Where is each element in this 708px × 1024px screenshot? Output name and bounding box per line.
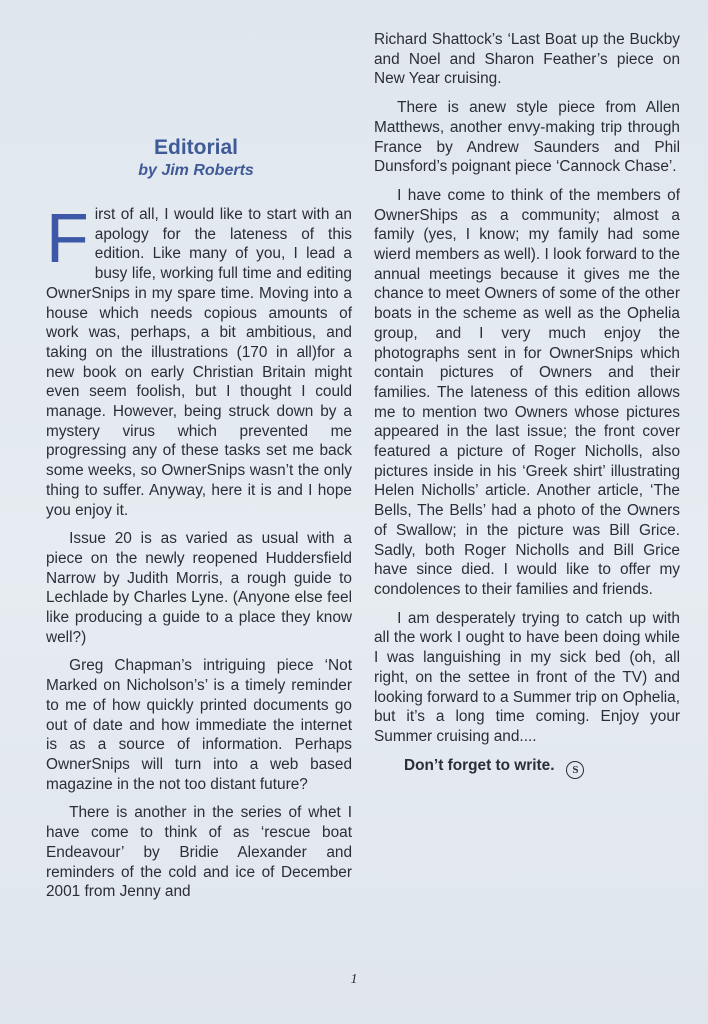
paragraph-continued: Richard Shattock’s ‘Last Boat up the Buckby and Noel and Sharon Feather’s piece on New Year cruising. <box>374 31 680 88</box>
paragraph-greg-chapman: Greg Chapman’s intriguing piece ‘Not Marked on Nicholson’s’ is a timely reminder to me of how quickly printed documents go out of date and how immediate the internet is as a source of information. Perhaps OwnerSnips will turn into a web based magazine in the not too distant future? <box>46 657 352 793</box>
paragraph-catch-up: I am desperately trying to catch up with all the work I ought to have been doing while I was languishing in my sick bed (oh, all right, on the settee in front of the TV) and looking forward to a Summer trip on Ophelia, but it’s a long time coming. Enjoy your Summer cruising and.... <box>374 609 680 745</box>
editorial-byline: by Jim Roberts <box>138 162 254 179</box>
drop-cap: F <box>46 199 89 277</box>
page-number: 1 <box>350 972 358 987</box>
signoff <box>374 756 680 779</box>
paragraph-rescue-boat: There is another in the series of whet I have come to think of as ‘rescue boat Endeavour’ by Bridie Alexander and reminders of the cold and ice of December 2001 from Jenny and <box>46 804 352 901</box>
paragraph-community: I have come to think of the members of OwnerShips as a community; almost a family (yes, I know; my family had some wierd members as well). I look forward to the annual meetings because it gives me the chance to meet Owners of some of the other boats in the scheme as well as the Ophelia group, and I very much enjoy the photographs sent in for OwnerSnips which contain pictures of Owners and their families. The lateness of this edition allows me to mention two Owners whose pictures appeared in the last issue; the front cover featured a picture of Roger Nicholls, also pictures inside in his ‘Greek shirt’ illustrating Helen Nicholls’ article. Another article, ‘The Bells, The Bells’ had a photo of the Owners of Swallow; in the picture was Bill Grice. Sadly, both Roger Nicholls and Bill Grice have since died. I would like to offer my condolences to their families and friends. <box>374 186 680 598</box>
paragraph-intro-text: irst of all, I would like to start with an apology for the lateness of this edition. Like many of you, I lead a busy life, working full time and editing OwnerSnips in my spare time. Moving into a house which needs copious amounts of work was, perhaps, a bit ambitious, and taking on the illustrations (170 in all)for a new book on early Christian Britain might even seem foolish, but I thought I could manage. However, being struck down by a mystery virus which prevented me progressing any of these tasks set me back some weeks, so OwnerSnips wasn’t the only thing to suffer. Anyway, here it is and I hope you enjoy it. <box>46 206 352 519</box>
ownerships-logo-icon: S <box>566 761 584 779</box>
paragraph-intro <box>46 199 352 520</box>
editorial-title: Editorial <box>153 136 238 159</box>
left-column <box>46 0 352 911</box>
paragraph-allen-matthews: There is anew style piece from Allen Matthews, another envy-making trip through France by Andrew Saunders and Phil Dunsford’s poignant piece ‘Cannock Chase’. <box>374 99 680 176</box>
right-column <box>374 30 680 788</box>
paragraph-issue-20: Issue 20 is as varied as usual with a piece on the newly reopened Huddersfield Narrow by Judith Morris, a rough guide to Lechlade by Charles Lyne. (Anyone else feel like producing a guide to a place they know well?) <box>46 530 352 646</box>
signoff-text: Don’t forget to write. <box>404 756 555 774</box>
